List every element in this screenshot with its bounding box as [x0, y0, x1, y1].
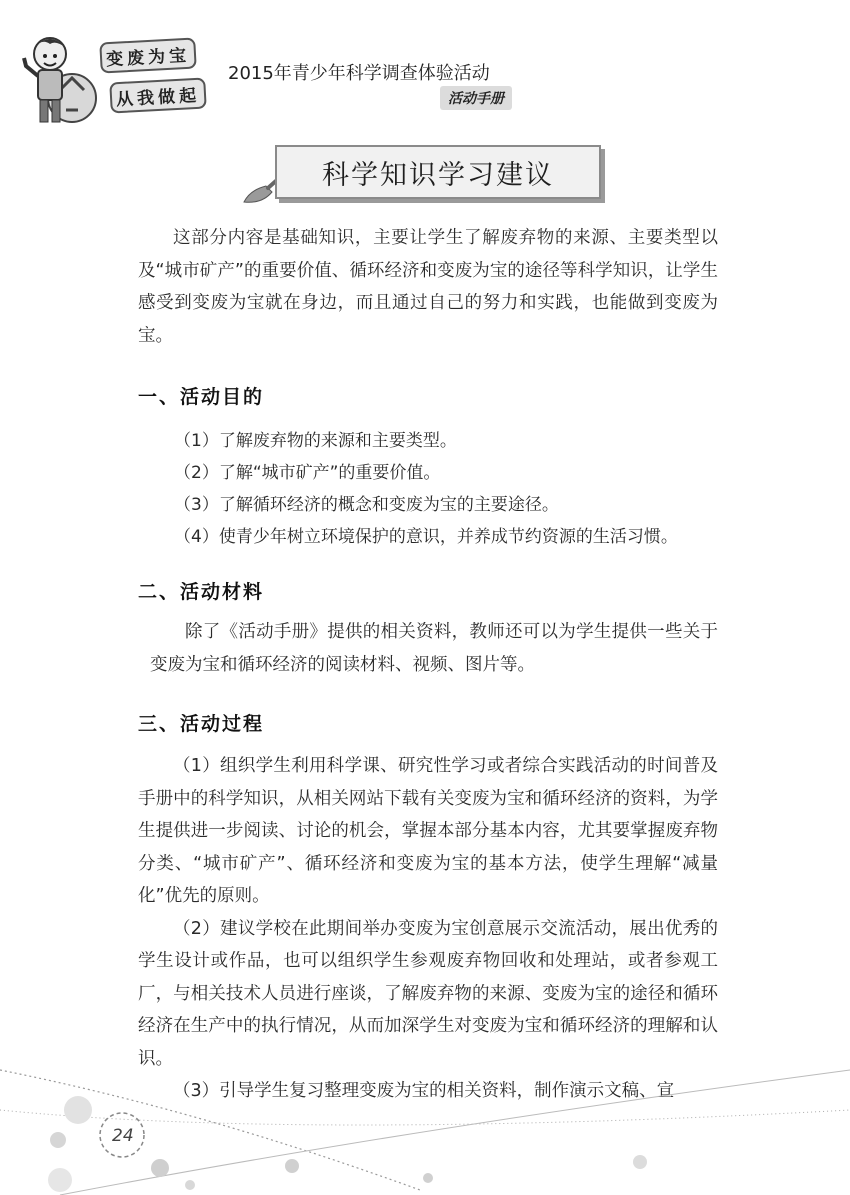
- list-item: （2）了解“城市矿产”的重要价值。: [174, 463, 441, 483]
- footer-decoration: [0, 1050, 850, 1195]
- materials-paragraph: 除了《活动手册》提供的相关资料，教师还可以为学生提供一些关于变废为宝和循环经济的阅读材料、视频、图片等。: [150, 622, 718, 675]
- list-item: （3）了解循环经济的概念和变废为宝的主要途径。: [174, 495, 559, 515]
- slogan-badge-2: 从我做起: [109, 78, 206, 114]
- purpose-list: [138, 425, 718, 553]
- handbook-tag: 活动手册: [440, 86, 512, 110]
- heading-materials: 二、活动材料: [138, 581, 265, 603]
- section-title: 科学知识学习建议: [322, 159, 554, 191]
- main-content: [138, 222, 718, 1108]
- slogan-badge-1: 变废为宝: [99, 38, 196, 74]
- process-paragraph-3: （3）引导学生复习整理变废为宝的相关资料，制作演示文稿、宣: [173, 1081, 675, 1101]
- process-paragraph-1: （1）组织学生利用科学课、研究性学习或者综合实践活动的时间普及手册中的科学知识，从相关网站下载有关变废为宝和循环经济的资料，为学生提供进一步阅读、讨论的机会，掌握本部分基本内容，尤其要掌握废弃物分类、“城市矿产”、循环经济和变废为宝的基本方法，使学生理解“减量化”优先的原则。: [138, 756, 718, 906]
- series-title: 2015年青少年科学调查体验活动: [228, 63, 490, 84]
- page-number: 24: [112, 1126, 134, 1146]
- list-item: （1）了解废弃物的来源和主要类型。: [174, 431, 457, 451]
- mascot-boy-recycle-icon: [22, 28, 102, 128]
- intro-paragraph: 这部分内容是基础知识，主要让学生了解废弃物的来源、主要类型以及“城市矿产”的重要价值、循环经济和变废为宝的途径等科学知识，让学生感受到变废为宝就在身边，而且通过自己的努力和实践，也能做到变废为宝。: [138, 228, 718, 346]
- heading-purpose: 一、活动目的: [138, 386, 265, 408]
- heading-process: 三、活动过程: [138, 713, 265, 735]
- section-title-box: [275, 145, 601, 199]
- list-item: （4）使青少年树立环境保护的意识，并养成节约资源的生活习惯。: [174, 527, 678, 547]
- page-header: [0, 0, 850, 130]
- process-paragraph-2: （2）建议学校在此期间举办变废为宝创意展示交流活动，展出优秀的学生设计或作品，也可以组织学生参观废弃物回收和处理站，或者参观工厂，与相关技术人员进行座谈，了解废弃物的来源、变废为宝的途径和循环经济在生产中的执行情况，从而加深学生对变废为宝和循环经济的理解和认识。: [138, 918, 718, 1069]
